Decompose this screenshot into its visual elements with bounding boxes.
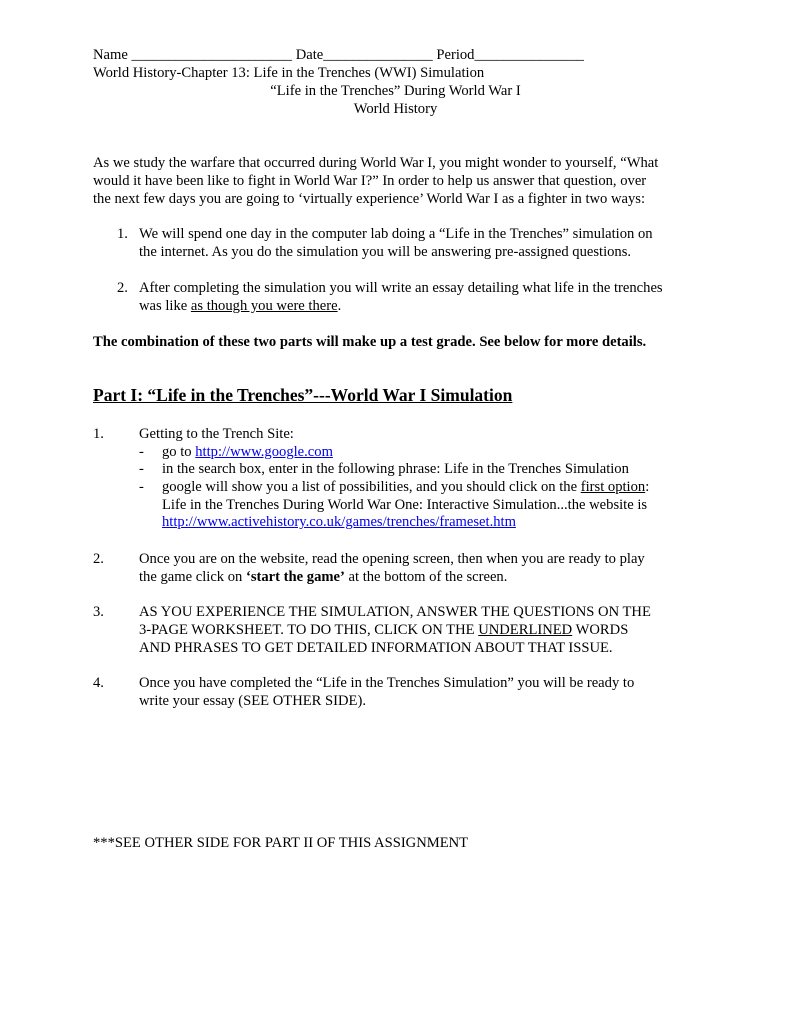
date-label: Date [295, 47, 324, 63]
period-blank[interactable]: _______________ [474, 47, 584, 63]
step-4-number: 4. [93, 675, 104, 691]
as-though-you-were-there: as though you were there [190, 298, 338, 314]
see-other-side-note: ***SEE OTHER SIDE FOR PART II OF THIS ASSIGNMENT [93, 835, 469, 851]
activehistory-link[interactable]: http://www.activehistory.co.uk/games/trenches/frameset.htm [162, 514, 516, 530]
intro-line-1: As we study the warfare that occurred during World War I, you might wonder to yourself, “What [93, 155, 659, 171]
period-label: Period [436, 47, 475, 63]
step-2-line-1: Once you are on the website, read the opening screen, then when you are ready to play [139, 551, 645, 567]
course-line: World History-Chapter 13: Life in the Trenches (WWI) Simulation [93, 65, 485, 81]
combination-note: The combination of these two parts will make up a test grade. See below for more details. [93, 334, 647, 350]
step-3-line-1: AS YOU EXPERIENCE THE SIMULATION, ANSWER THE QUESTIONS ON THE [139, 604, 651, 620]
way-2-line-1: After completing the simulation you will write an essay detailing what life in the trenches [139, 280, 663, 296]
google-link[interactable]: http://www.google.com [195, 444, 333, 460]
step-1-bullet-3: google will show you a list of possibilities, and you should click on the first option: [162, 479, 650, 495]
start-the-game: ‘start the game’ [245, 569, 345, 585]
document-title: “Life in the Trenches” During World War I [270, 83, 521, 99]
first-option: first option [580, 479, 646, 495]
step-1-bullet-1-dash: - [139, 444, 144, 460]
underlined-word: UNDERLINED [478, 622, 573, 638]
way-1-line-1: We will spend one day in the computer lab doing a “Life in the Trenches” simulation on [139, 226, 653, 242]
step-1-bullet-3-line-3 [162, 514, 516, 532]
step-3-line-3: AND PHRASES TO GET DETAILED INFORMATION ABOUT THAT ISSUE. [139, 640, 613, 656]
intro-line-2: would it have been like to fight in World War I?” In order to help us answer that question, over [93, 173, 647, 189]
step-4-line-2: write your essay (SEE OTHER SIDE). [139, 693, 366, 709]
step-1-number: 1. [93, 426, 104, 442]
step-1-bullet-3-dash: - [139, 479, 144, 495]
step-1-title: Getting to the Trench Site: [139, 426, 294, 442]
way-1-number: 1. [117, 226, 128, 242]
step-1-bullet-1: go to http://www.google.com [162, 444, 333, 460]
way-2-line-2: was like as though you were there. [139, 298, 342, 314]
step-2-line-2: the game click on ‘start the game’ at the bottom of the screen. [139, 569, 508, 585]
subject-line: World History [353, 101, 438, 117]
name-blank[interactable]: ______________________ [131, 47, 293, 63]
step-4-line-1: Once you have completed the “Life in the Trenches Simulation” you will be ready to [139, 675, 635, 691]
step-1-bullet-3-line-2: Life in the Trenches During World War One: Interactive Simulation...the website is [162, 497, 648, 513]
way-1-line-2: the internet. As you do the simulation you will be answering pre-assigned questions. [139, 244, 632, 260]
part-1-heading: Part I: “Life in the Trenches”---World War I Simulation [93, 385, 513, 405]
intro-line-3: the next few days you are going to ‘virtually experience’ World War I as a fighter in two ways: [93, 191, 646, 207]
step-3-line-2: 3-PAGE WORKSHEET. TO DO THIS, CLICK ON THE UNDERLINED WORDS [139, 622, 629, 638]
step-1-bullet-2: in the search box, enter in the following phrase: Life in the Trenches Simulation [162, 461, 629, 477]
name-label: Name [93, 47, 128, 63]
step-3-number: 3. [93, 604, 104, 620]
step-2-number: 2. [93, 551, 104, 567]
way-2-number: 2. [117, 280, 128, 296]
name-date-period-line [93, 47, 584, 65]
step-1-bullet-2-dash: - [139, 461, 144, 477]
date-blank[interactable]: _______________ [323, 47, 433, 63]
